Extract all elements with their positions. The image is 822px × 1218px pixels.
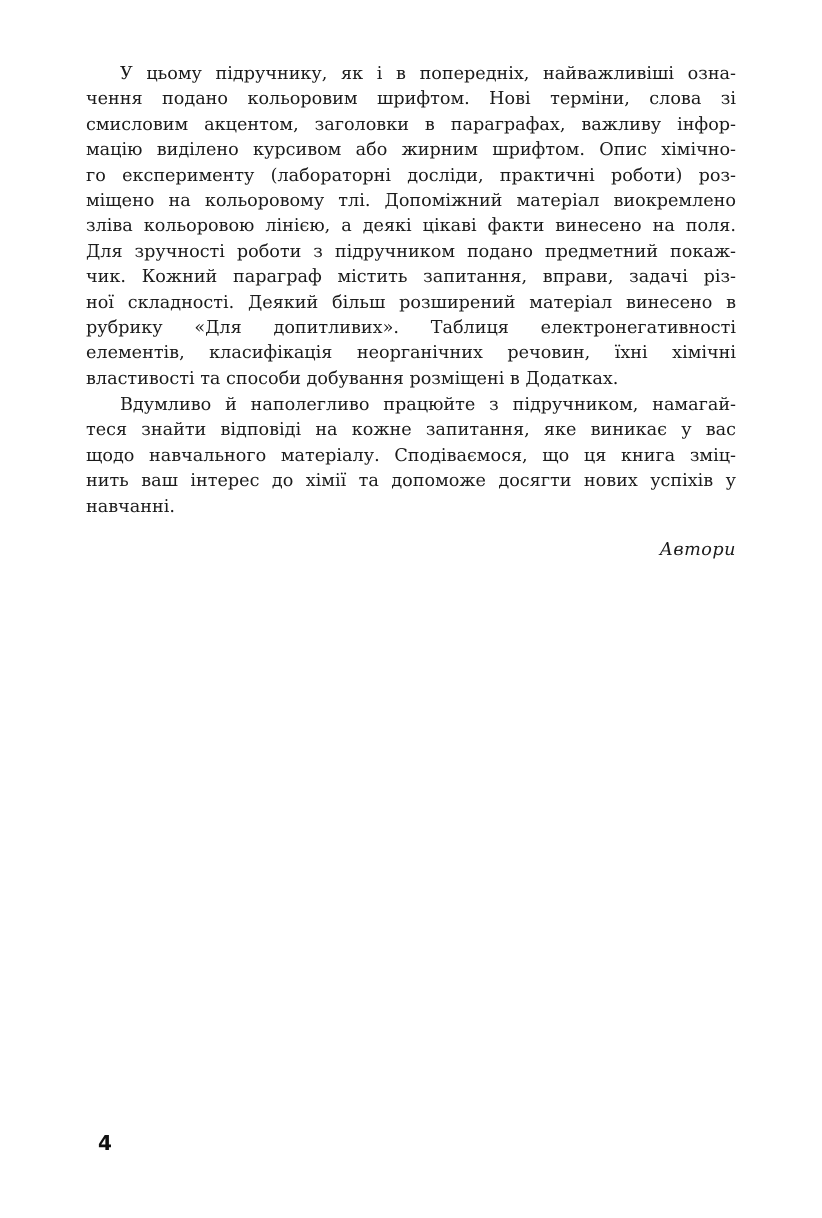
text-line: нить ваш інтерес до хімії та допоможе досягти нових успіхів у <box>86 471 736 492</box>
text-line: властивості та способи добування розміщені в Додатках. <box>86 368 619 389</box>
text-line: навчанні. <box>86 496 175 517</box>
authors-signature: Автори <box>659 540 736 560</box>
text-line: мацію виділено курсивом або жирним шрифтом. Опис хімічно- <box>86 140 736 161</box>
text-line: чик. Кожний параграф містить запитання, вправи, задачі різ- <box>86 267 736 288</box>
text-line: міщено на кольоровому тлі. Допоміжний матеріал виокремлено <box>86 190 736 211</box>
text-line: теся знайти відповіді на кожне запитання, яке виникає у вас <box>86 420 736 441</box>
body-text <box>86 62 736 520</box>
text-line: чення подано кольоровим шрифтом. Нові терміни, слова зі <box>86 89 736 110</box>
text-line: го експерименту (лабораторні досліди, практичні роботи) роз- <box>86 165 736 186</box>
text-line: Вдумливо й наполегливо працюйте з підручником, намагай- <box>120 395 736 416</box>
paragraph-closing <box>86 393 736 520</box>
text-line: елементів, класифікація неорганічних речовин, їхні хімічні <box>86 343 736 364</box>
page-number: 4 <box>98 1131 112 1155</box>
text-line: смисловим акцентом, заголовки в параграфах, важливу інфор- <box>86 114 736 135</box>
paragraph-intro <box>86 62 736 392</box>
text-line: ної складності. Деякий більш розширений матеріал винесено в <box>86 292 736 313</box>
text-line: рубрику «Для допитливих». Таблиця електронегативності <box>86 317 736 338</box>
text-line: У цьому підручнику, як і в попередніх, найважливіші озна- <box>120 64 736 84</box>
text-line: Для зручності роботи з підручником подано предметний покаж- <box>86 241 736 262</box>
text-line: зліва кольоровою лінією, а деякі цікаві факти винесено на поля. <box>86 216 736 237</box>
text-line: щодо навчального матеріалу. Сподіваємося, що ця книга зміц- <box>86 445 736 466</box>
